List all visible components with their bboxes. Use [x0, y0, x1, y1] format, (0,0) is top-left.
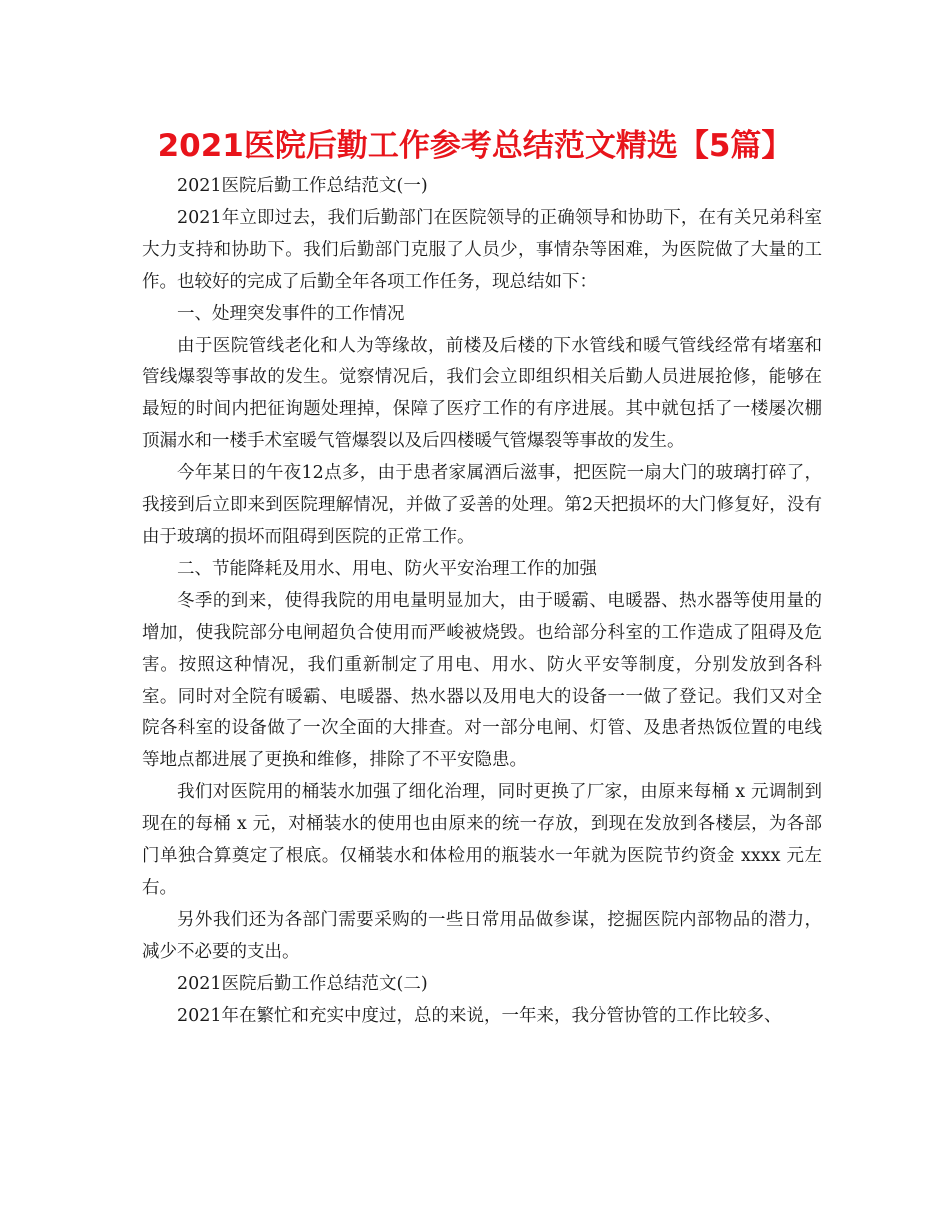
- paragraph: 由于医院管线老化和人为等缘故，前楼及后楼的下水管线和暖气管线经常有堵塞和管线爆裂等事故的发生。觉察情况后，我们会立即组织相关后勤人员进展抢修，能够在最短的时间内把征询题处理掉，保障了医疗工作的有序进展。其中就包括了一楼屡次棚顶漏水和一楼手术室暖气管爆裂以及后四楼暖气管爆裂等事故的发生。: [142, 335, 822, 452]
- document-title: 2021医院后勤工作参考总结范文精选【5篇】: [157, 128, 793, 164]
- section-heading-2: 2021医院后勤工作总结范文(二): [177, 973, 428, 994]
- document-body: [142, 171, 822, 1032]
- section-heading-1: 2021医院后勤工作总结范文(一): [177, 176, 428, 196]
- paragraph: 2021年在繁忙和充实中度过，总的来说，一年来，我分管协管的工作比较多、: [177, 1005, 782, 1026]
- paragraph: 2021年立即过去，我们后勤部门在医院领导的正确领导和协助下，在有关兄弟科室大力支持和协助下。我们后勤部门克服了人员少，事情杂等困难，为医院做了大量的工作。也较好的完成了后勤全年各项工作任务，现总结如下：: [142, 207, 822, 292]
- subsection-heading-2: 二、节能降耗及用水、用电、防火平安治理工作的加强: [177, 558, 597, 579]
- paragraph: 今年某日的午夜12点多，由于患者家属酒后滋事，把医院一扇大门的玻璃打碎了，我接到后立即来到医院理解情况，并做了妥善的处理。第2天把损坏的大门修复好，没有由于玻璃的损坏而阻碍到医院的正常工作。: [142, 463, 822, 547]
- paragraph: 冬季的到来，使得我院的用电量明显加大，由于暖霸、电暖器、热水器等使用量的增加，使我院部分电闸超负合使用而严峻被烧毁。也给部分科室的工作造成了阻碍及危害。按照这种情况，我们重新制定了用电、用水、防火平安等制度，分别发放到各科室。同时对全院有暖霸、电暖器、热水器以及用电大的设备一一做了登记。我们又对全院各科室的设备做了一次全面的大排查。对一部分电闸、灯管、及患者热饭位置的电线等地点都进展了更换和维修，排除了不平安隐患。: [142, 590, 822, 771]
- subsection-heading-1: 一、处理突发事件的工作情况: [177, 303, 405, 324]
- paragraph: 另外我们还为各部门需要采购的一些日常用品做参谋，挖掘医院内部物品的潜力，减少不必要的支出。: [142, 909, 822, 962]
- paragraph: 我们对医院用的桶装水加强了细化治理，同时更换了厂家，由原来每桶 x 元调制到现在的每桶 x 元，对桶装水的使用也由原来的统一存放，到现在发放到各楼层，为各部门单独合算奠定了根底。仅桶装水和体检用的瓶装水一年就为医院节约资金 xxxx 元左右。: [142, 782, 822, 898]
